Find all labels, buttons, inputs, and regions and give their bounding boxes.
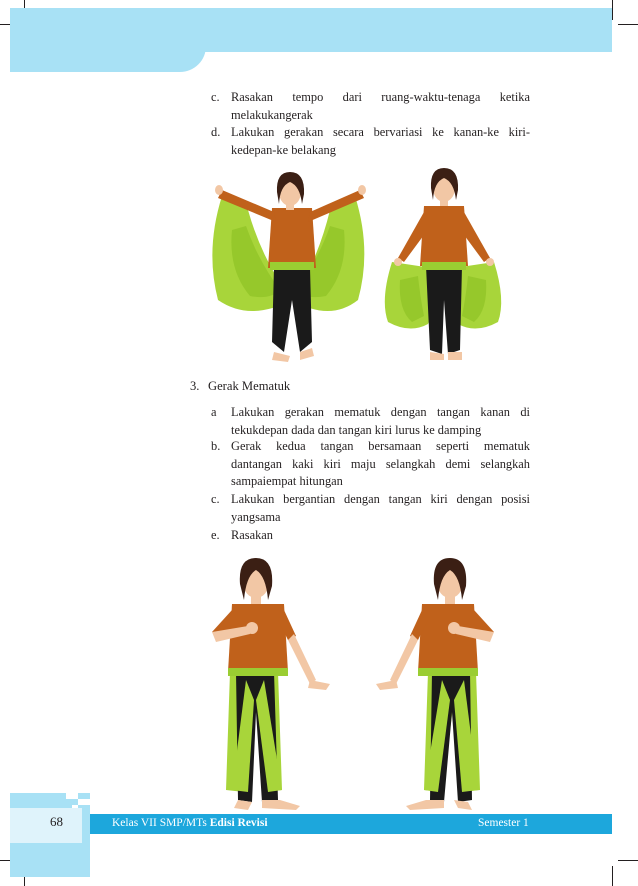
footer-semester: Semester 1 (478, 817, 529, 829)
list-text-line: yangsama (231, 509, 281, 524)
page-number: 68 (50, 814, 63, 829)
book-title: Kelas VII SMP/MTs (112, 817, 207, 829)
list-marker: e. (211, 528, 220, 542)
pixel-decoration (66, 793, 78, 799)
list-marker: c. (211, 492, 220, 506)
list-marker: b. (211, 439, 221, 453)
section-title: Gerak Mematuk (208, 379, 291, 393)
list-text-line: Rasakan tempo dari ruang-waktu-tenaga ketika (231, 90, 530, 104)
list-text-line: Gerak kedua tangan bersamaan seperti mematuk (231, 439, 530, 453)
list-text-line: dantangan kaki kiri maju selangkah demi selangkah (231, 456, 530, 471)
list-text-line: Lakukan bergantian dengan tangan kiri dengan posisi (231, 492, 530, 506)
list-marker: d. (211, 125, 221, 139)
dancer-figure-3 (212, 558, 330, 810)
list-text-line: sampaiempat hitungan (231, 474, 343, 488)
edition-label: Edisi Revisi (209, 817, 268, 829)
section-number: 3. (190, 379, 200, 393)
list-marker: c. (211, 90, 220, 104)
footer-book-title (112, 817, 268, 829)
list-text-line: melakukangerak (231, 107, 313, 122)
list-text-line: tekukdepan dada dan tangan kiri lurus ke damping (231, 422, 482, 437)
dancer-figure-4 (376, 558, 494, 810)
list-text-line: kedepan-ke belakang (231, 142, 336, 157)
list-text-line: Lakukan gerakan mematuk dengan tangan kanan di (231, 405, 530, 419)
pixel-decoration (78, 799, 90, 805)
list-marker: a (211, 405, 217, 419)
list-text-line: Rasakan (231, 528, 273, 542)
page-number-inner (10, 808, 82, 843)
list-text-line: Lakukan gerakan secara bervariasi ke kanan-ke kiri- (231, 125, 530, 139)
